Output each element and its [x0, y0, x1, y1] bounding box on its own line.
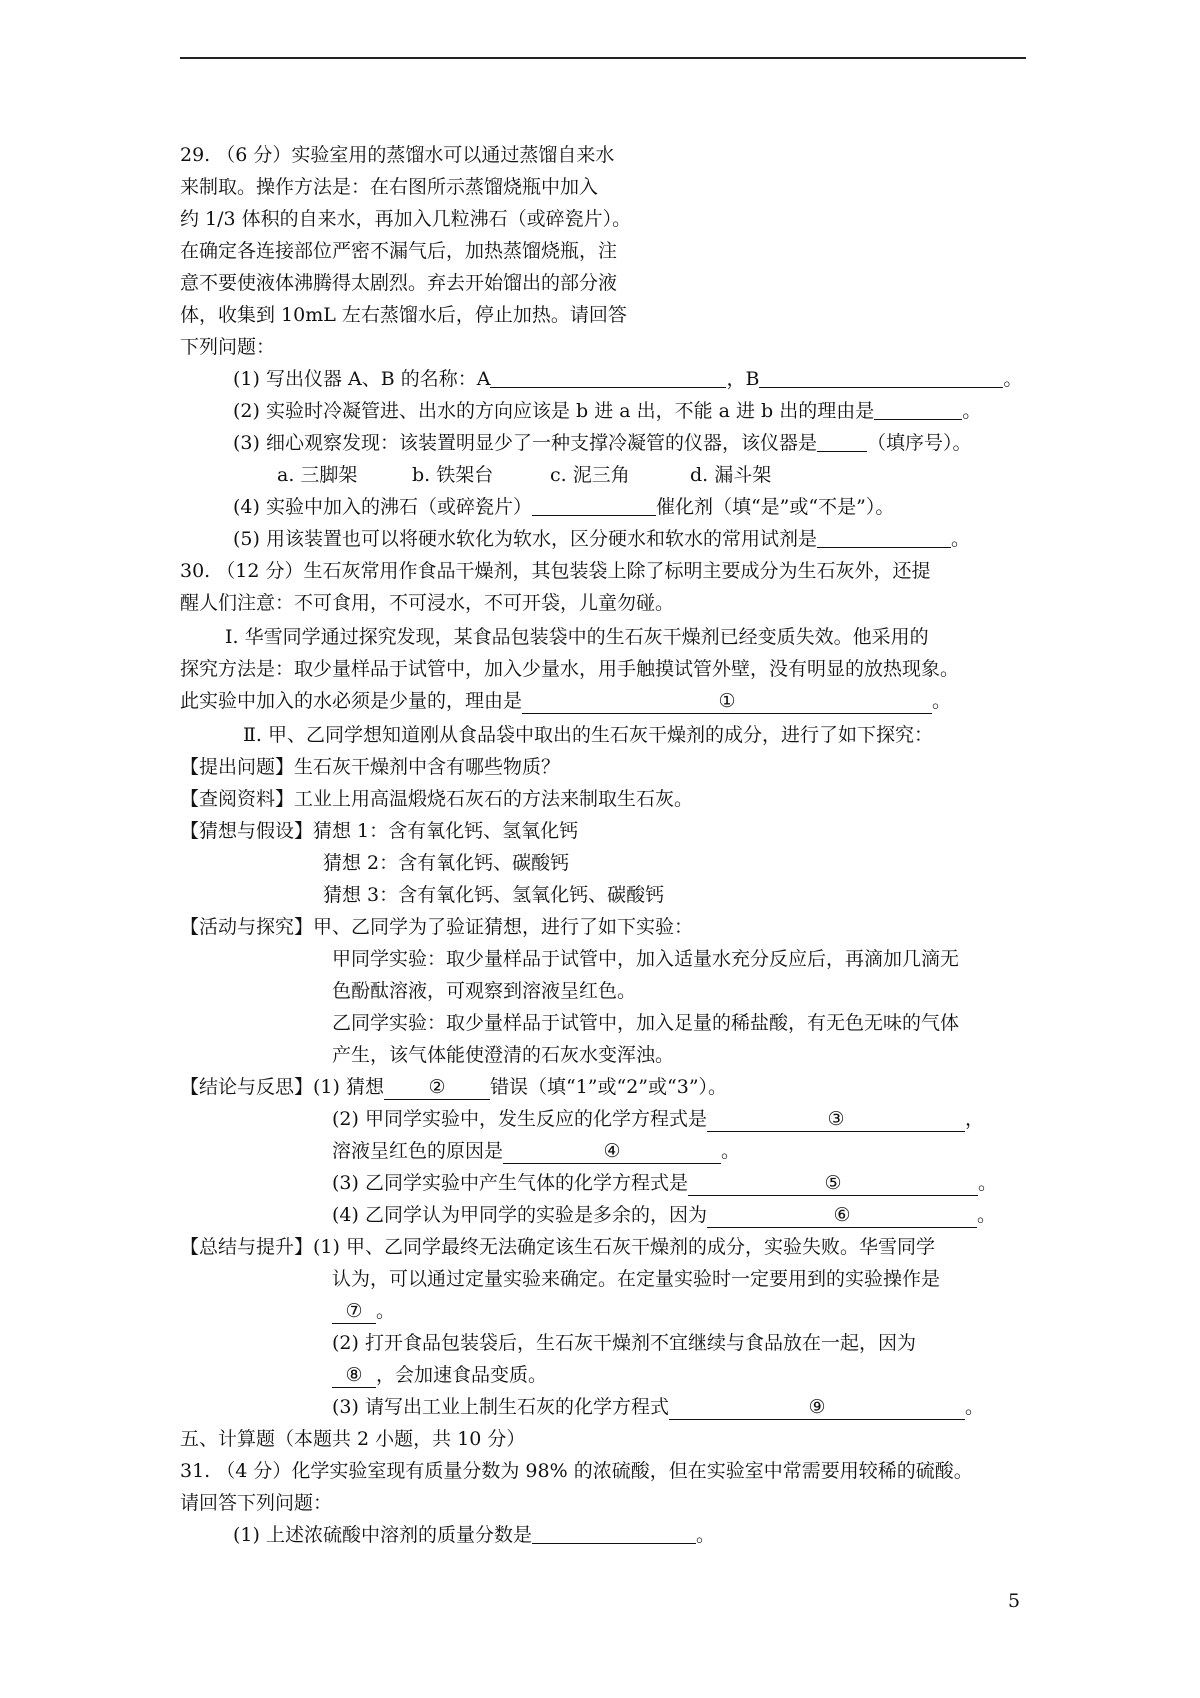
- q30-part1-line: 探究方法是：取少量样品于试管中，加入少量水，用手触摸试管外壁，没有明显的放热现象。: [180, 658, 960, 680]
- q29-options: [277, 462, 771, 488]
- hypothesis-item: 猜想 2：含有氧化钙、碳酸钙: [323, 852, 570, 874]
- answer-blank[interactable]: [532, 1523, 696, 1544]
- conclusion: 【结论与反思】(1) 猜想 ② 错误（填“1”或“2”或“3”）。: [180, 1076, 728, 1098]
- q30-intro-line: 30. （12 分）生石灰常用作食品干燥剂，其包装袋上除了标明主要成分为生石灰外，还提: [180, 560, 931, 582]
- header-rule: [180, 57, 1026, 59]
- answer-blank-3[interactable]: ③: [707, 1107, 965, 1132]
- conclusion-line: 溶液呈红色的原因是 ④ 。: [332, 1140, 741, 1162]
- option-b: b. 铁架台: [412, 464, 494, 486]
- page-number: 5: [1008, 1590, 1021, 1612]
- q29-intro-line: 29. （6 分）实验室用的蒸馏水可以通过蒸馏自来水: [180, 144, 615, 166]
- q29-part4: (4) 实验中加入的沸石（或碎瓷片） 催化剂（填“是”或“不是”）。: [233, 496, 895, 518]
- q29-intro-line: 在确定各连接部位严密不漏气后，加热蒸馏烧瓶，注: [180, 240, 618, 262]
- q29-part1: (1) 写出仪器 A、B 的名称：A ，B 。: [233, 368, 1023, 390]
- summary-line: ⑧ ，会加速食品变质。: [332, 1362, 547, 1388]
- summary-line: ⑦ 。: [332, 1298, 395, 1324]
- q30-part1-line: Ⅰ. 华雪同学通过探究发现，某食品包装袋中的生石灰干燥剂已经变质失效。他采用的: [225, 626, 929, 648]
- option-d: d. 漏斗架: [690, 464, 772, 486]
- activity-line: 乙同学实验：取少量样品于试管中，加入足量的稀盐酸，有无色无味的气体: [332, 1012, 960, 1034]
- answer-blank-2[interactable]: ②: [384, 1075, 490, 1100]
- q29-intro-line: 来制取。操作方法是：在右图所示蒸馏烧瓶中加入: [180, 176, 599, 198]
- q29-part3: (3) 细心观察发现：该装置明显少了一种支撑冷凝管的仪器，该仪器是 （填序号）。: [233, 432, 972, 454]
- q30-part2-intro: Ⅱ. 甲、乙同学想知道刚从食品袋中取出的生石灰干燥剂的成分，进行了如下探究：: [243, 724, 933, 746]
- answer-blank-8[interactable]: ⑧: [332, 1363, 376, 1388]
- q31-intro-line: 请回答下列问题：: [180, 1492, 333, 1514]
- summary: 【总结与提升】(1) 甲、乙同学最终无法确定该生石灰干燥剂的成分，实验失败。华雪同学: [180, 1236, 935, 1258]
- q29-part2: (2) 实验时冷凝管进、出水的方向应该是 b 进 a 出，不能 a 进 b 出的理由是 。: [233, 400, 982, 422]
- q29-intro-line: 约 1/3 体积的自来水，再加入几粒沸石（或碎瓷片）。: [180, 208, 632, 230]
- answer-blank[interactable]: [817, 527, 951, 548]
- answer-blank-4[interactable]: ④: [503, 1139, 721, 1164]
- answer-blank[interactable]: [817, 431, 867, 452]
- q29-intro-line: 下列问题：: [180, 336, 276, 358]
- activity-line: 甲同学实验：取少量样品于试管中，加入适量水充分反应后，再滴加几滴无: [332, 948, 960, 970]
- conclusion-line: (4) 乙同学认为甲同学的实验是多余的，因为 ⑥ 。: [332, 1204, 996, 1226]
- answer-blank[interactable]: [532, 495, 656, 516]
- q29-intro-line: 意不要使液体沸腾得太剧烈。弃去开始馏出的部分液: [180, 272, 618, 294]
- q30-intro-line: 醒人们注意：不可食用，不可浸水，不可开袋，儿童勿碰。: [180, 592, 675, 614]
- option-c: c. 泥三角: [550, 464, 630, 486]
- q30-part1-last: 此实验中加入的水必须是少量的，理由是 ① 。: [180, 690, 952, 712]
- conclusion-line: (2) 甲同学实验中，发生反应的化学方程式是 ③ ，: [332, 1108, 984, 1130]
- q31-intro-line: 31. （4 分）化学实验室现有质量分数为 98% 的浓硫酸，但在实验室中常需要用较稀的硫酸。: [180, 1460, 973, 1482]
- q29-intro-line: 体，收集到 10mL 左右蒸馏水后，停止加热。请回答: [180, 304, 627, 326]
- activity: 【活动与探究】甲、乙同学为了验证猜想，进行了如下实验：: [180, 916, 694, 938]
- answer-blank-6[interactable]: ⑥: [707, 1203, 977, 1228]
- activity-line: 产生，该气体能使澄清的石灰水变浑浊。: [332, 1044, 675, 1066]
- summary-line: (3) 请写出工业上制生石灰的化学方程式 ⑨ 。: [332, 1396, 984, 1418]
- answer-blank-9[interactable]: ⑨: [669, 1395, 965, 1420]
- reference: 【查阅资料】工业上用高温煅烧石灰石的方法来制取生石灰。: [180, 788, 694, 810]
- conclusion-line: (3) 乙同学实验中产生气体的化学方程式是 ⑤ 。: [332, 1172, 997, 1194]
- summary-line: (2) 打开食品包装袋后，生石灰干燥剂不宜继续与食品放在一起，因为: [332, 1332, 916, 1354]
- activity-line: 色酚酞溶液，可观察到溶液呈红色。: [332, 980, 637, 1002]
- hypothesis: 【猜想与假设】猜想 1：含有氧化钙、氢氧化钙: [180, 820, 579, 842]
- answer-blank-b[interactable]: [759, 367, 1003, 388]
- answer-blank-7[interactable]: ⑦: [332, 1299, 376, 1324]
- q29-part5: (5) 用该装置也可以将硬水软化为软水，区分硬水和软水的常用试剂是 。: [233, 528, 970, 550]
- answer-blank-a[interactable]: [490, 367, 726, 388]
- answer-blank[interactable]: [874, 399, 962, 420]
- answer-blank-1[interactable]: ①: [522, 689, 932, 714]
- summary-line: 认为，可以通过定量实验来确定。在定量实验时一定要用到的实验操作是: [332, 1268, 941, 1290]
- hypothesis-item: 猜想 3：含有氧化钙、氢氧化钙、碳酸钙: [323, 884, 665, 906]
- option-a: a. 三脚架: [277, 464, 358, 486]
- section-heading: 五、计算题（本题共 2 小题，共 10 分）: [180, 1428, 526, 1450]
- ask-question: 【提出问题】生石灰干燥剂中含有哪些物质？: [180, 756, 561, 778]
- answer-blank-5[interactable]: ⑤: [688, 1171, 978, 1196]
- q31-part1: (1) 上述浓硫酸中溶剂的质量分数是 。: [233, 1524, 715, 1546]
